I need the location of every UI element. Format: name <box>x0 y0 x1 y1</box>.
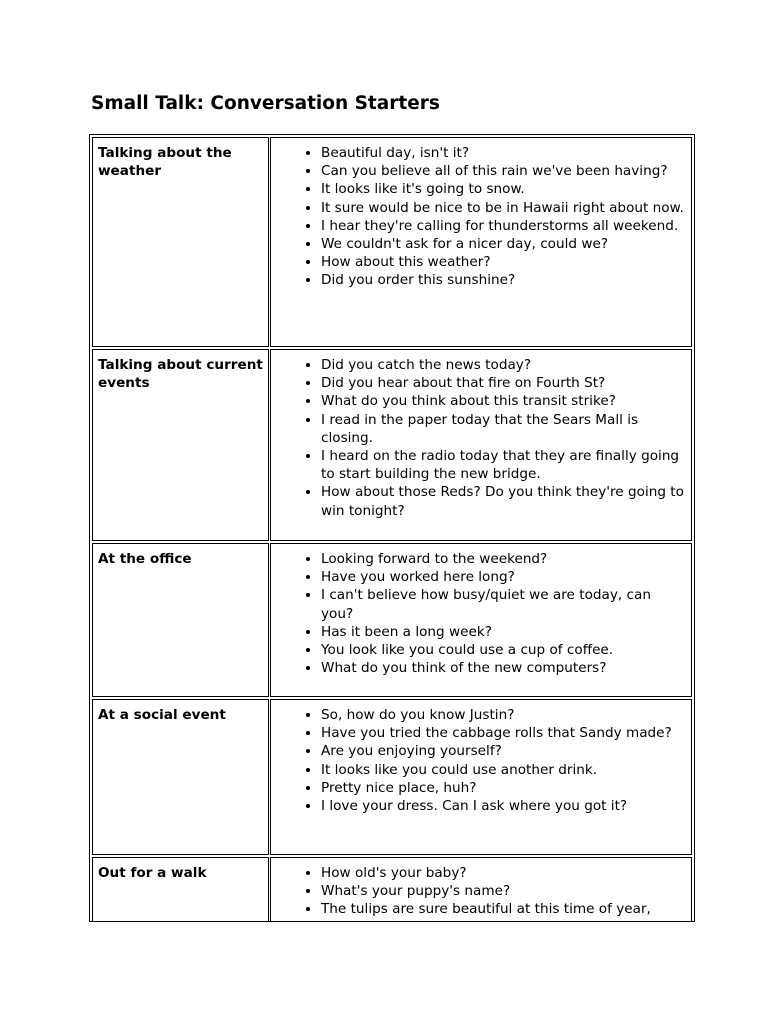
list-item: • Looking forward to the weekend? <box>321 550 687 568</box>
list-item: • So, how do you know Justin? <box>321 706 687 724</box>
table-row-social-event <box>92 699 692 855</box>
list-item: • Are you enjoying yourself? <box>321 742 687 760</box>
starters-list <box>271 356 687 520</box>
starters-cell <box>270 349 692 541</box>
list-item: • It sure would be nice to be in Hawaii right about now. <box>321 199 687 217</box>
list-item: • I love your dress. Can I ask where you got it? <box>321 797 687 815</box>
starters-list <box>271 550 687 677</box>
list-item: • I can't believe how busy/quiet we are today, can you? <box>321 586 687 622</box>
list-item: • Did you order this sunshine? <box>321 271 687 289</box>
list-item: • What's your puppy's name? <box>321 882 687 900</box>
list-item: • I hear they're calling for thunderstorms all weekend. <box>321 217 687 235</box>
table-row-walk <box>92 857 692 922</box>
topic-cell: Talking about the weather <box>92 137 269 347</box>
topic-cell: At the office <box>92 543 269 697</box>
list-item: • What do you think of the new computers? <box>321 659 687 677</box>
list-item: • Did you catch the news today? <box>321 356 687 374</box>
list-item: • Beautiful day, isn't it? <box>321 144 687 162</box>
list-item: • Have you tried the cabbage rolls that Sandy made? <box>321 724 687 742</box>
list-item: • You look like you could use a cup of coffee. <box>321 641 687 659</box>
starters-list <box>271 144 687 290</box>
starters-cell <box>270 699 692 855</box>
list-item: • Has it been a long week? <box>321 623 687 641</box>
list-item: • What do you think about this transit strike? <box>321 392 687 410</box>
list-item: • It looks like you could use another drink. <box>321 761 687 779</box>
topic-cell: Talking about current events <box>92 349 269 541</box>
list-item: • Did you hear about that fire on Fourth St? <box>321 374 687 392</box>
list-item: • Pretty nice place, huh? <box>321 779 687 797</box>
topic-cell: Out for a walk <box>92 857 269 922</box>
list-item: • How old's your baby? <box>321 864 687 882</box>
list-item: • It looks like it's going to snow. <box>321 180 687 198</box>
list-item: • We couldn't ask for a nicer day, could we? <box>321 235 687 253</box>
list-item: • Have you worked here long? <box>321 568 687 586</box>
topic-cell: At a social event <box>92 699 269 855</box>
starters-list <box>271 864 687 919</box>
list-item: • The tulips are sure beautiful at this time of year, <box>321 900 687 918</box>
list-item: • How about this weather? <box>321 253 687 271</box>
table-row-weather <box>92 137 692 347</box>
list-item: • I heard on the radio today that they are finally going to start building the new bridge. <box>321 447 687 483</box>
list-item: • Can you believe all of this rain we've been having? <box>321 162 687 180</box>
starters-list <box>271 706 687 815</box>
table-row-office <box>92 543 692 697</box>
list-item: • I read in the paper today that the Sears Mall is closing. <box>321 411 687 447</box>
starters-cell <box>270 137 692 347</box>
conversation-starters-table <box>89 134 695 922</box>
table-row-current-events <box>92 349 692 541</box>
starters-cell <box>270 543 692 697</box>
starters-cell <box>270 857 692 922</box>
page-title: Small Talk: Conversation Starters <box>91 93 440 114</box>
list-item: • How about those Reds? Do you think they're going to win tonight? <box>321 483 687 519</box>
